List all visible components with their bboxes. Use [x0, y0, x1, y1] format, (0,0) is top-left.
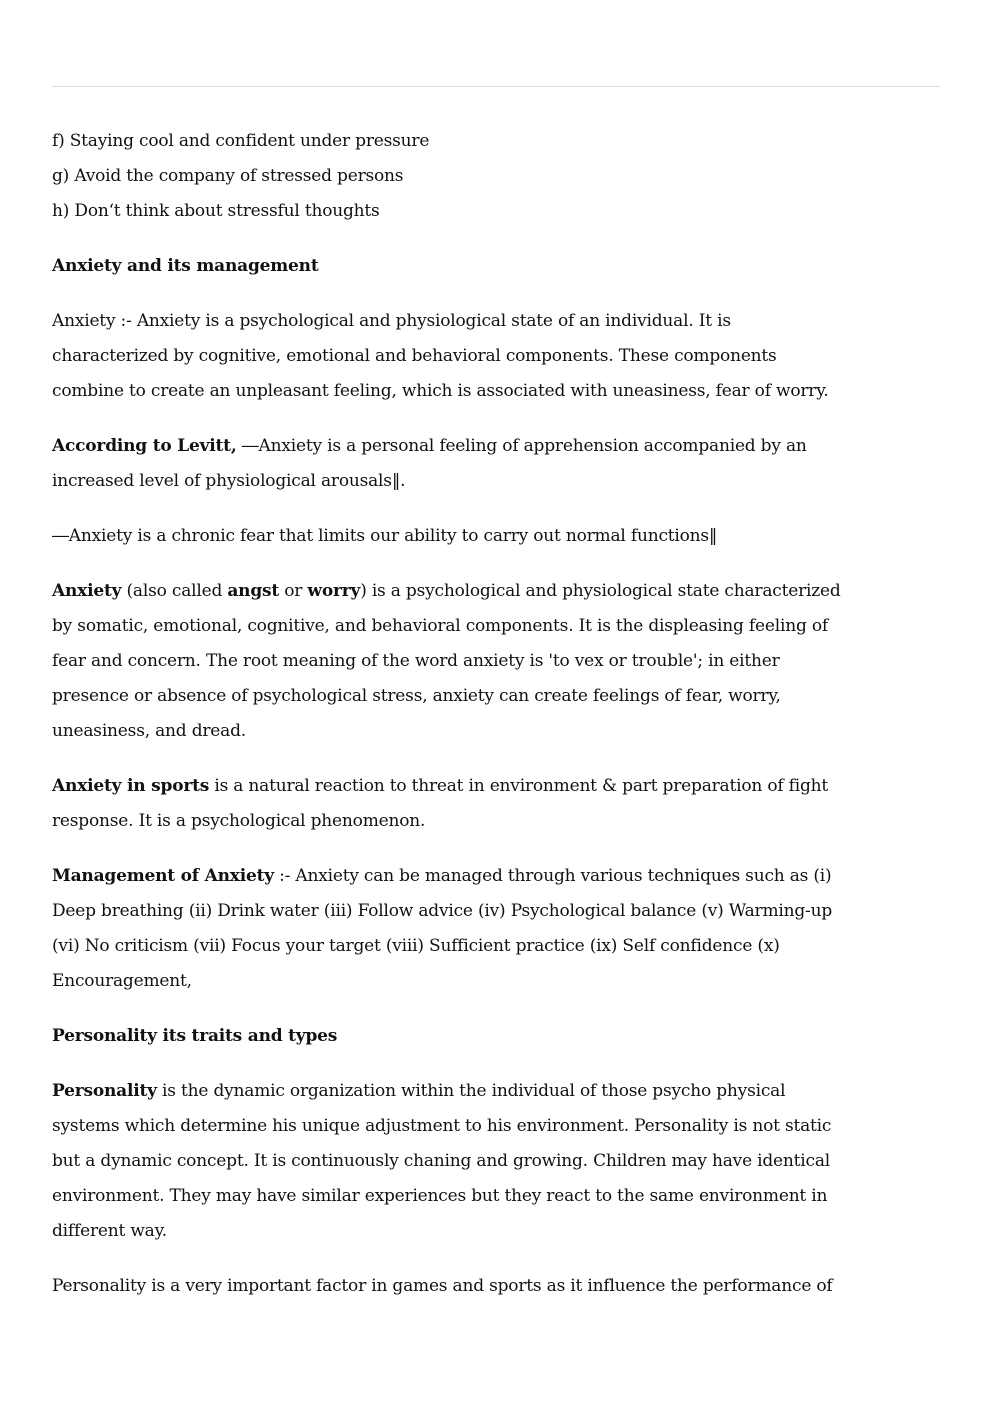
paragraph-line: uneasiness, and dread. — [52, 721, 246, 741]
paragraph-line: Deep breathing (ii) Drink water (iii) Follow advice (iv) Psychological balance (v) Warming-up — [52, 901, 833, 921]
paragraph-line: characterized by cognitive, emotional and behavioral components. These components — [52, 346, 777, 366]
management-text: :- Anxiety can be managed through various techniques such as (i) — [273, 866, 832, 886]
personality-importance-line: Personality is a very important factor in games and sports as it influence the performance of — [52, 1276, 833, 1296]
paragraph-line: Anxiety :- Anxiety is a psychological and physiological state of an individual. It is — [52, 311, 731, 331]
paragraph-line: different way. — [52, 1221, 167, 1241]
anxiety-quote: ―Anxiety is a chronic fear that limits our ability to carry out normal functions‖ — [52, 526, 718, 546]
paragraph-line: (vi) No criticism (vii) Focus your target (viii) Sufficient practice (ix) Self confidence (x) — [52, 936, 780, 956]
paragraph-line — [52, 769, 940, 804]
paragraph-line — [52, 859, 940, 894]
anxiety-in-sports-paragraph — [52, 769, 940, 839]
sports-text: is a natural reaction to threat in environment & part preparation of fight — [209, 776, 829, 796]
paragraph-line: by somatic, emotional, cognitive, and behavioral components. It is the displeasing feeling of — [52, 616, 828, 636]
definition-text: or — [279, 581, 308, 601]
paragraph-line: response. It is a psychological phenomenon. — [52, 811, 426, 831]
definition-text: ) is a psychological and physiological state characterized — [360, 581, 841, 601]
paragraph-line: fear and concern. The root meaning of the word anxiety is 'to vex or trouble'; in either — [52, 651, 780, 671]
anxiety-term: Anxiety — [52, 581, 122, 601]
levitt-text: ―Anxiety is a personal feeling of apprehension accompanied by an — [236, 436, 807, 456]
list-item: h) Don‘t think about stressful thoughts — [52, 201, 380, 221]
personality-definition-paragraph — [52, 1074, 940, 1249]
anxiety-intro-paragraph — [52, 304, 940, 409]
sports-anxiety-term: Anxiety in sports — [52, 776, 210, 796]
personality-text: is the dynamic organization within the individual of those psycho physical — [156, 1081, 786, 1101]
levitt-label: According to Levitt, — [52, 436, 237, 456]
management-term: Management of Anxiety — [52, 866, 274, 886]
paragraph-line — [52, 574, 940, 609]
management-of-anxiety-paragraph — [52, 859, 940, 999]
header-divider — [52, 86, 940, 87]
paragraph-line — [52, 429, 940, 464]
document-body — [52, 124, 940, 1304]
paragraph-line: but a dynamic concept. It is continuously chaning and growing. Children may have identical — [52, 1151, 831, 1171]
paragraph-line: environment. They may have similar experiences but they react to the same environment in — [52, 1186, 828, 1206]
personality-term: Personality — [52, 1081, 157, 1101]
angst-term: angst — [227, 581, 280, 601]
section-heading-anxiety: Anxiety and its management — [52, 256, 319, 276]
paragraph-line: increased level of physiological arousals‖. — [52, 471, 406, 491]
list-item: f) Staying cool and confident under pressure — [52, 131, 430, 151]
definition-text: (also called — [121, 581, 228, 601]
anxiety-definition-paragraph — [52, 574, 940, 749]
levitt-definition-paragraph — [52, 429, 940, 499]
paragraph-line: presence or absence of psychological stress, anxiety can create feelings of fear, worry, — [52, 686, 781, 706]
paragraph-line: combine to create an unpleasant feeling, which is associated with uneasiness, fear of worry. — [52, 381, 829, 401]
worry-term: worry — [307, 581, 361, 601]
list-item: g) Avoid the company of stressed persons — [52, 166, 404, 186]
section-heading-personality: Personality its traits and types — [52, 1026, 338, 1046]
paragraph-line: systems which determine his unique adjustment to his environment. Personality is not static — [52, 1116, 832, 1136]
paragraph-line — [52, 1074, 940, 1109]
paragraph-line: Encouragement, — [52, 971, 192, 991]
